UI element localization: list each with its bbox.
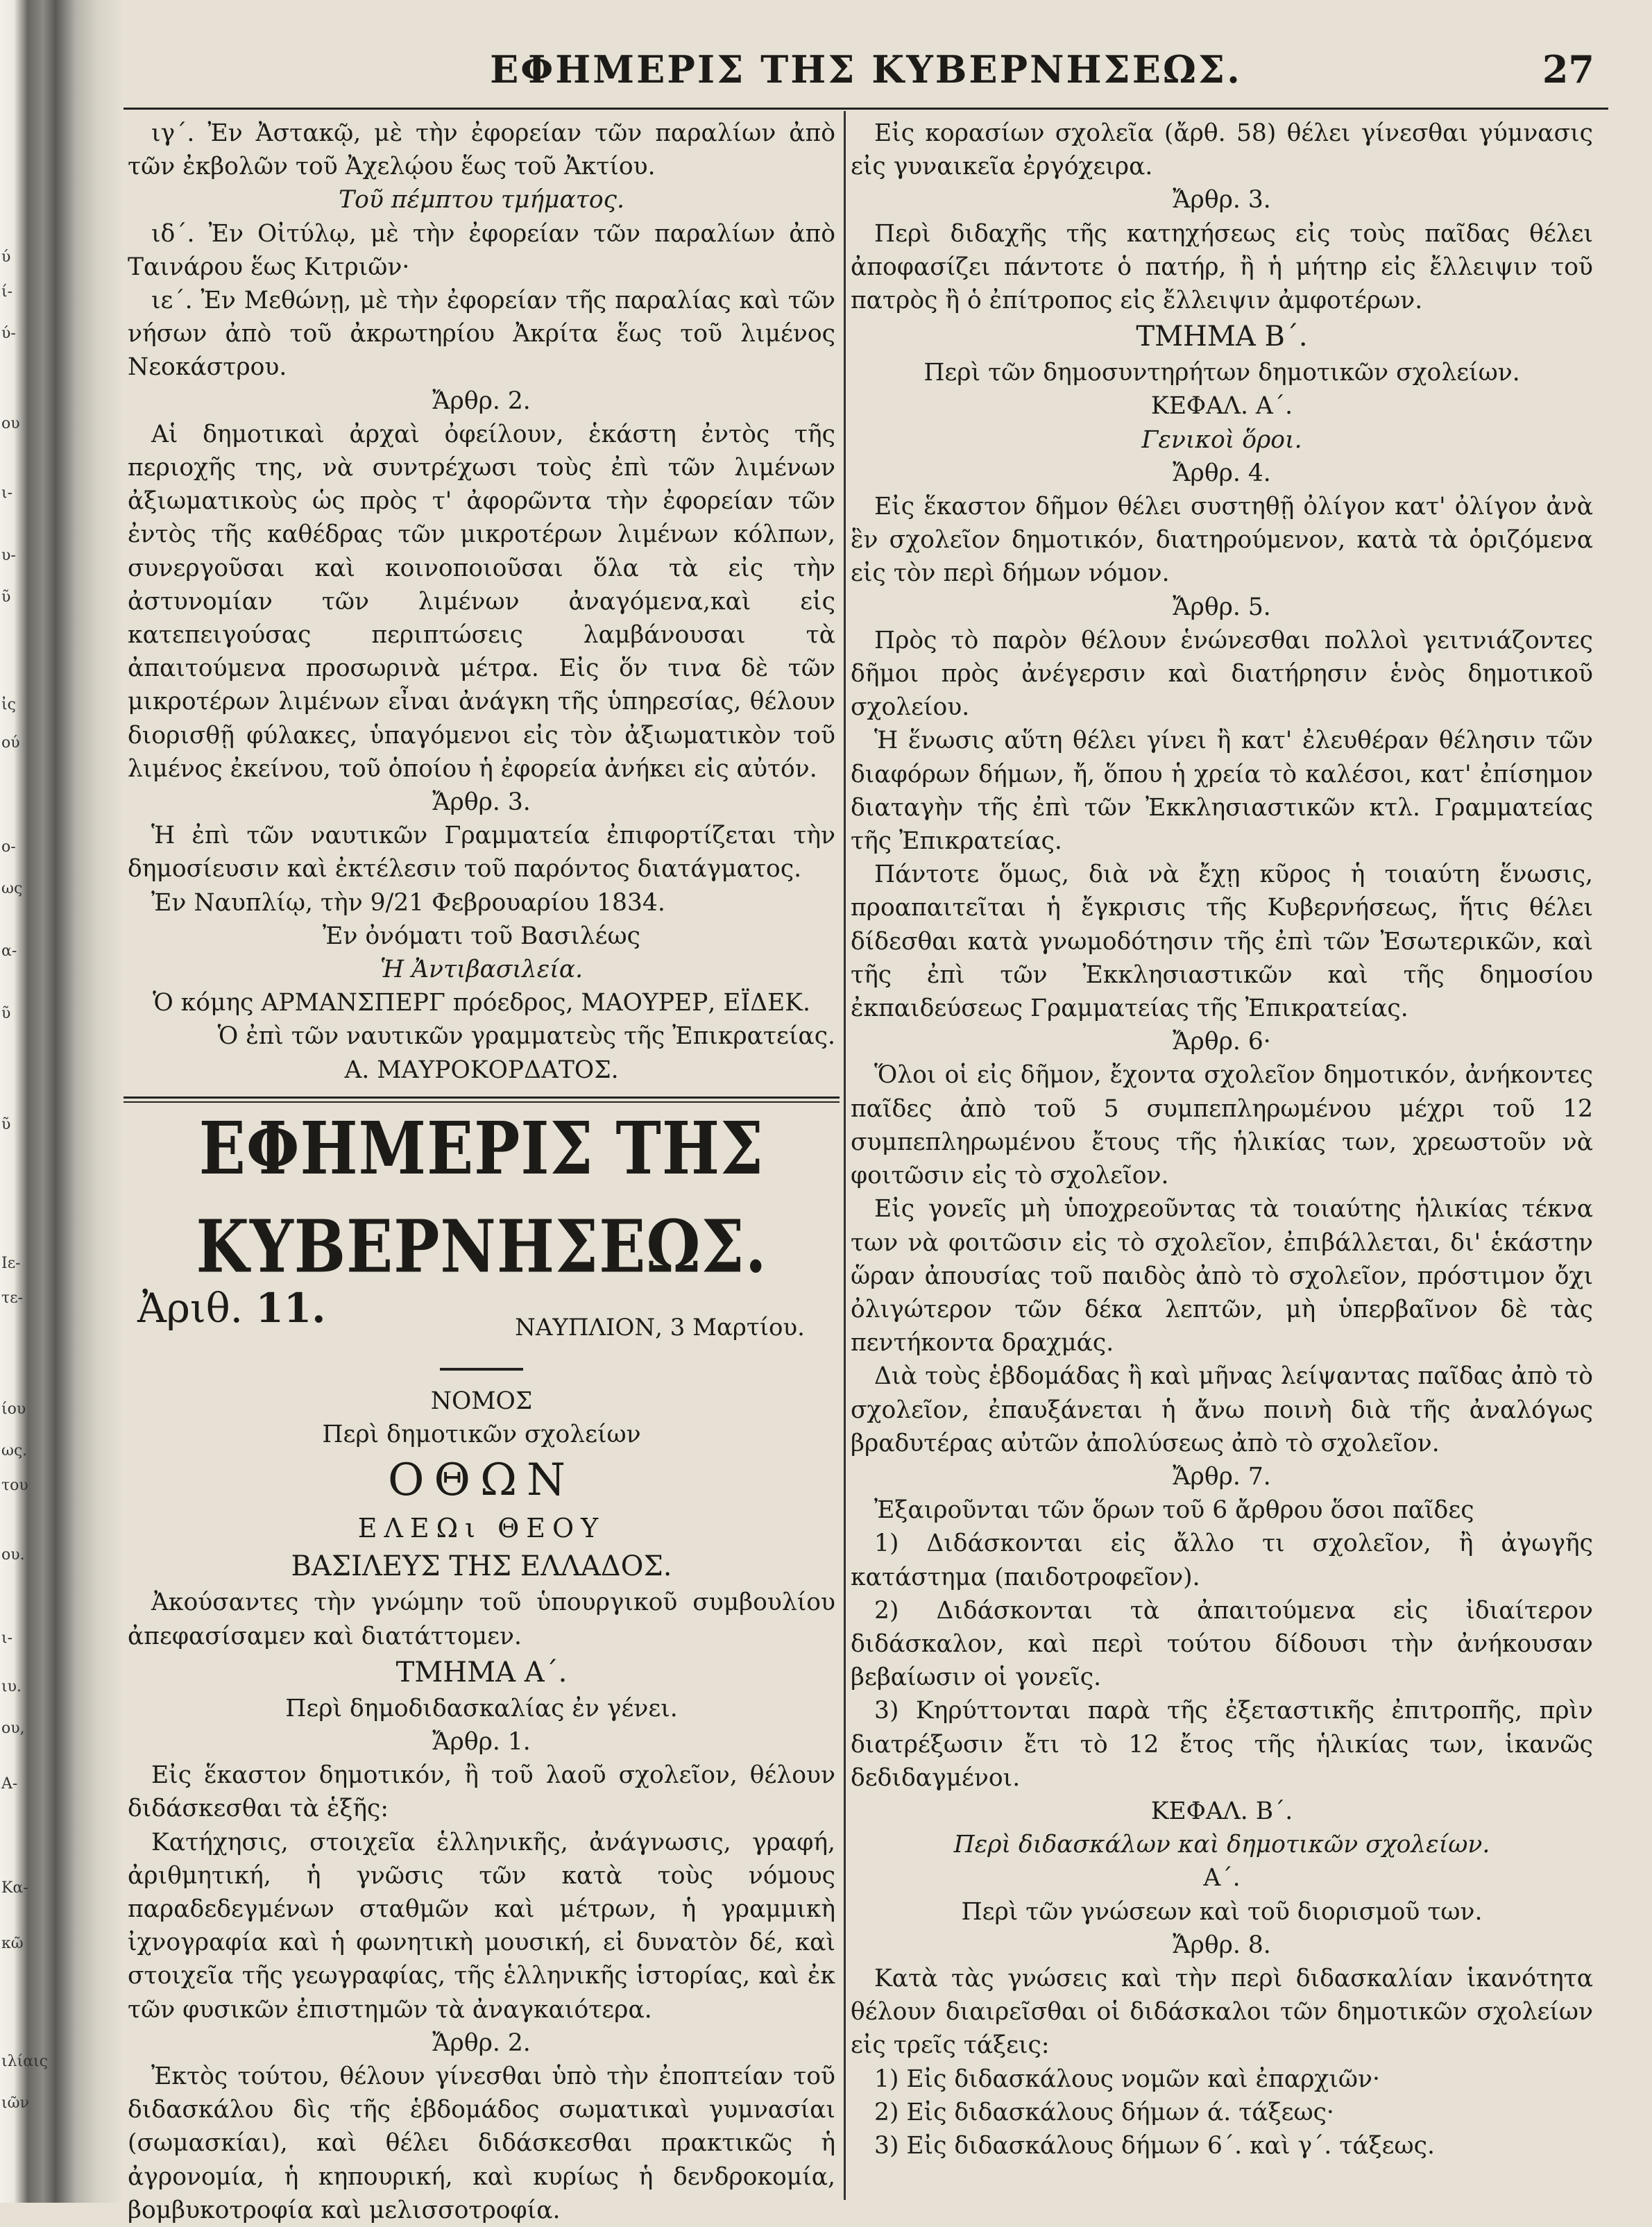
- minister-title: Ὁ ἐπὶ τῶν ναυτικῶν γραμματεὺς τῆς Ἐπικρατείας.: [217, 1022, 835, 1051]
- margin-fragment: Κα-: [1, 1879, 28, 1897]
- margin-fragment: ῦ: [1, 1116, 11, 1133]
- subsection-heading: Α΄.: [1203, 1864, 1241, 1892]
- article-text: Πάντοτε ὅμως, διὰ νὰ ἔχῃ κῦρος ἡ τοιαύτη ἕνωσις, προαπαιτεῖται ἡ ἔγκρισις τῆς Κυβερνήσεως, ἥτις θέλει δίδεσθαι κατὰ γνωμοδότησιν τῆς ἐπὶ τῶν Ἐσωτερικῶν, καὶ τῆς ἐπὶ τῶν Ἐκκλησιαστικῶν καὶ τῆς δημοσίου ἐκπαιδεύσεως Γραμματείας τῆς Ἐπικρατείας.: [851, 861, 1593, 1023]
- paragraph-14: ιδ΄. Ἐν Οἰτύλῳ, μὲ τὴν ἐφορείαν τῶν παραλίων ἀπὸ Ταινάρου ἕως Κιτριῶν·: [128, 219, 835, 281]
- margin-fragment: ως: [1, 880, 23, 897]
- king-name: ΟΘΩΝ: [388, 1455, 575, 1507]
- margin-fragment: του: [1, 1477, 28, 1494]
- margin-fragment: ου: [1, 415, 20, 432]
- list-item: 3) Εἰς διδασκάλους δήμων 6΄. καὶ γ΄. τάξεως.: [874, 2131, 1435, 2160]
- issue-row: [128, 1280, 835, 1357]
- article-text: Περὶ διδαχῆς τῆς κατηχήσεως εἰς τοὺς παῖδας θέλει ἀποφασίζει πάντοτε ὁ πατήρ, ἢ ἡ μήτηρ εἰς ἔλλειψιν τοῦ πατρὸς ἢ ὁ ἐπίτροπος εἰς ἔλλειψιν ἀμφοτέρων.: [851, 219, 1593, 315]
- margin-fragment: τε-: [1, 1289, 24, 1307]
- paragraph-top: Εἰς κορασίων σχολεῖα (ἄρθ. 58) θέλει γίνεσθαι γύμνασις εἰς γυναικεῖα ἐργόχειρα.: [851, 119, 1593, 181]
- article-text: Εἰς γονεῖς μὴ ὑποχρεοῦντας τὰ τοιαύτης ἡλικίας τέκνα των νὰ φοιτῶσιν εἰς τὸ σχολεῖον, ἐπιβάλλεται, δι' ἑκάστην ὥραν ἀπουσίας τοῦ παιδὸς ἀπὸ τὸ σχολεῖον, πρόστιμον ὄχι ὀλιγώτερον τῶν δέκα λεπτῶν, μὴ ὑπερβαῖνον δὲ τὰς πεντήκοντα δραχμάς.: [851, 1195, 1593, 1357]
- place-date: Ἐν Ναυπλίῳ, τὴν 9/21 Φεβρουαρίου 1834.: [151, 888, 665, 917]
- short-rule: [440, 1368, 523, 1371]
- margin-fragment: ί-: [1, 283, 13, 300]
- chapter-heading: ΚΕΦΑΛ. Β΄.: [1150, 1797, 1293, 1825]
- paragraph-13: ιγ΄. Ἐν Ἀστακῷ, μὲ τὴν ἐφορείαν τῶν παραλίων ἀπὸ τῶν ἐκβολῶν τοῦ Ἀχελῴου ἕως τοῦ Ἀκτίου.: [128, 119, 835, 181]
- article-heading: Ἄρθρ. 8.: [1173, 1931, 1271, 1959]
- header-rule: [124, 108, 1608, 110]
- margin-fragment: ῦ: [1, 1005, 11, 1022]
- page-header: [124, 47, 1608, 97]
- column-divider: [844, 111, 846, 2200]
- article-text: Κατήχησις, στοιχεῖα ἑλληνικῆς, ἀνάγνωσις, γραφή, ἀριθμητική, ἡ γνῶσις τῶν κατὰ τοὺς νόμους παραδεδεγμένων σταθμῶν καὶ μέτρων, ἡ γραμμικὴ ἰχνογραφία καὶ ἡ φωνητικὴ μουσική, εἰ δυνατὸν δέ, καὶ στοιχεῖα τῆς γεωγραφίας, τῆς ἑλληνικῆς ἱστορίας, καὶ ἐκ τῶν φυσικῶν ἐπιστημῶν τὰ ἀναγκαιότερα.: [128, 1828, 835, 2024]
- article-heading: Ἄρθρ. 1.: [432, 1727, 531, 1756]
- article-heading: Ἄρθρ. 3.: [1173, 186, 1271, 214]
- margin-fragment: ιλίαις: [1, 2053, 48, 2070]
- margin-fragment: ιῶν: [1, 2094, 29, 2112]
- margin-fragment: ο-: [1, 838, 16, 856]
- article-text: Ἐκτὸς τούτου, θέλουν γίνεσθαι ὑπὸ τὴν ἐποπτείαν τοῦ διδασκάλου δὶς τῆς ἑβδομάδος σωματικαὶ γυμνασίαι (σωμασκίαι), καὶ θέλει διδάσκεσθαι πρακτικῶς ἡ ἀγρονομία, ἡ κηπουρική, καὶ κυρίως ἡ δενδροκομία, βομβυκοτροφία καὶ μελισσοτροφία.: [128, 2062, 835, 2224]
- margin-fragment: ι-: [1, 484, 13, 502]
- running-title: ΕΦΗΜΕΡΙΣ ΤΗΣ ΚΥΒΕΡΝΗΣΕΩΣ.: [490, 47, 1242, 92]
- issue-value: 11.: [255, 1284, 326, 1332]
- article-text: Πρὸς τὸ παρὸν θέλουν ἑνώνεσθαι πολλοὶ γειτνιάζοντες δῆμοι πρὸς ἀνέγερσιν καὶ διατήρησιν ἑνὸς δημοτικοῦ σχολείου.: [851, 626, 1593, 722]
- article-text: Διὰ τοὺς ἑβδομάδας ἢ καὶ μῆνας λείψαντας παῖδας ἀπὸ τὸ σχολεῖον, ἐπαυξάνεται ἡ ἄνω ποινὴ διὰ τῆς ἀναλόγως βραδυτέρας αὐτῶν ἀπολύσεως ἀπὸ τὸ σχολεῖον.: [851, 1362, 1593, 1457]
- margin-fragment: ἰς: [1, 696, 16, 713]
- section-title: Περὶ τῶν δημοσυντηρήτων δημοτικῶν σχολείων.: [923, 359, 1520, 387]
- chapter-heading: ΚΕΦΑΛ. Α΄.: [1150, 392, 1293, 421]
- section-title: Περὶ δημοδιδασκαλίας ἐν γένει.: [285, 1694, 678, 1722]
- margin-fragment: ύ: [1, 248, 11, 266]
- article-text: Ὅλοι οἱ εἰς δῆμον, ἔχοντα σχολεῖον δημοτικόν, ἀνήκοντες παῖδες ἀπὸ τοῦ 5 συμπεπληρωμένου μέχρι τοῦ 12 συμπεπληρωμένου ἔτους τῆς ἡλικίας των, χρεωστοῦν νὰ φοιτῶσιν εἰς τὸ σχολεῖον.: [851, 1061, 1593, 1190]
- paragraph-15: ιε΄. Ἐν Μεθώνῃ, μὲ τὴν ἐφορείαν τῆς παραλίας καὶ τῶν νήσων ἀπὸ τοῦ ἀκρωτηρίου Ἀκρίτα ἕως τοῦ λιμένος Νεοκάστρου.: [128, 287, 835, 382]
- margin-fragment: ιυ.: [1, 1678, 22, 1695]
- law-heading: ΝΟΜΟΣ: [430, 1387, 533, 1415]
- list-item: 3) Κηρύττονται παρὰ τῆς ἐξεταστικῆς ἐπιτροπῆς, πρὶν διατρέξωσιν ἔτι τὸ 12 ἔτος τῆς ἡλικίας των, ἱκανῶς δεδιδαγμένοι.: [851, 1697, 1593, 1792]
- margin-fragment: ως.: [1, 1442, 28, 1459]
- page-number: 27: [1542, 47, 1594, 92]
- margin-fragment: κῶ: [1, 1935, 24, 1952]
- subsection-title: Περὶ τῶν γνώσεων καὶ τοῦ διορισμοῦ των.: [961, 1897, 1483, 1926]
- margin-fragment: ῦ: [1, 588, 11, 606]
- article-heading: Ἄρθρ. 4.: [1173, 459, 1271, 487]
- article-text: Εἰς ἕκαστον δῆμον θέλει συστηθῇ ὀλίγον κατ' ὀλίγον ἀνὰ ἓν σχολεῖον δημοτικόν, διατηρούμενον, κατὰ τὰ ὁριζόμενα εἰς τὸν περὶ δήμων νόμον.: [851, 493, 1593, 588]
- margin-fragment: ου,: [1, 1720, 25, 1737]
- issue-number: [137, 1280, 325, 1336]
- article-heading: Ἄρθρ. 3.: [432, 788, 531, 817]
- margin-fragment: ού: [1, 734, 20, 752]
- margin-fragment: ι-: [1, 1629, 13, 1647]
- article-heading: Ἄρθρ. 6·: [1173, 1028, 1271, 1056]
- facing-page-margin-fragments: [0, 0, 48, 2203]
- in-name-of-king: Ἐν ὀνόματι τοῦ Βασιλέως: [323, 922, 640, 950]
- list-item: 1) Διδάσκονται εἰς ἄλλο τι σχολεῖον, ἢ ἀγωγῆς κατάστημα (παιδοτροφεῖον).: [851, 1530, 1593, 1591]
- list-item: 1) Εἰς διδασκάλους νομῶν καὶ ἐπαρχιῶν·: [874, 2065, 1380, 2093]
- king-title: ΒΑΣΙΛΕΥΣ ΤΗΣ ΕΛΛΑΔΟΣ.: [291, 1550, 672, 1583]
- article-heading: Ἄρθρ. 2.: [432, 387, 531, 415]
- article-text: Ἡ ἕνωσις αὕτη θέλει γίνει ἢ κατ' ἐλευθέραν θέλησιν τῶν διαφόρων δήμων, ἤ, ὅπου ἡ χρεία τὸ καλέσοι, κατ' ἐπίσημον διαταγὴν τῆς ἐπὶ τῶν Ἐκκλησιαστικῶν κτλ. Γραμματείας τῆς Ἐπικρατείας.: [851, 727, 1593, 856]
- margin-fragment: ίου: [1, 1400, 26, 1418]
- issue-label: Ἀριθ.: [137, 1284, 244, 1332]
- margin-fragment: ύ-: [1, 325, 16, 342]
- article-heading: Ἄρθρ. 7.: [1173, 1462, 1271, 1491]
- article-text: Ἐξαιροῦνται τῶν ὅρων τοῦ 6 ἄρθρου ὅσοι παῖδες: [874, 1496, 1474, 1525]
- law-subject: Περὶ δημοτικῶν σχολείων: [322, 1421, 641, 1449]
- minister-name: Α. ΜΑΥΡΟΚΟΡΔΑΤΟΣ.: [344, 1056, 619, 1084]
- chapter-title: Περὶ διδασκάλων καὶ δημοτικῶν σχολείων.: [953, 1831, 1490, 1859]
- margin-fragment: Ιε-: [1, 1255, 21, 1272]
- left-column: [128, 117, 835, 2227]
- article-text: Κατὰ τὰς γνώσεις καὶ τὴν περὶ διδασκαλίαν ἱκανότητα θέλουν διαιρεῖσθαι οἱ διδάσκαλοι τῶν δημοτικῶν σχολείων εἰς τρεῖς τάξεις:: [851, 1964, 1593, 2060]
- article-text: Ἡ ἐπὶ τῶν ναυτικῶν Γραμματεία ἐπιφορτίζεται τὴν δημοσίευσιν καὶ ἐκτέλεσιν τοῦ παρόντος διατάγματος.: [128, 822, 835, 883]
- margin-fragment: ου.: [1, 1546, 25, 1564]
- list-item: 2) Διδάσκονται τὰ ἀπαιτούμενα εἰς ἰδιαίτερον διδάσκαλον, καὶ περὶ τούτου δίδουσι τὴν ἀνήκουσαν βεβαίωσιν οἱ γονεῖς.: [851, 1596, 1593, 1692]
- right-column: [851, 117, 1593, 2162]
- article-heading: Ἄρθρ. 5.: [1173, 593, 1271, 621]
- dateline: ΝΑΥΠΛΙΟΝ, 3 Μαρτίου.: [515, 1313, 805, 1341]
- article-text: Εἰς ἕκαστον δημοτικόν, ἢ τοῦ λαοῦ σχολεῖον, θέλουν διδάσκεσθαι τὰ ἑξῆς:: [128, 1761, 835, 1823]
- article-heading: Ἄρθρ. 2.: [432, 2029, 531, 2057]
- preamble: Ἀκούσαντες τὴν γνώμην τοῦ ὑπουργικοῦ συμβουλίου ἀπεφασίσαμεν καὶ διατάττομεν.: [128, 1589, 835, 1650]
- regency: Ἡ Ἀντιβασιλεία.: [380, 956, 584, 984]
- masthead: ΕΦΗΜΕΡΙΣ ΤΗΣ ΚΥΒΕΡΝΗΣΕΩΣ.: [196, 1105, 767, 1289]
- by-grace-of-god: ΕΛΕΩι ΘΕΟΥ: [357, 1513, 606, 1544]
- signers: Ὁ κόμης ΑΡΜΑΝΣΠΕΡΓ πρόεδρος, ΜΑΟΥΡΕΡ, ΕΪΔΕΚ.: [153, 989, 810, 1017]
- section-heading: ΤΜΗΜΑ Β΄.: [1136, 321, 1308, 353]
- margin-fragment: α-: [1, 942, 17, 960]
- margin-fragment: Α-: [1, 1775, 18, 1793]
- section-heading: ΤΜΗΜΑ Α΄.: [395, 1656, 568, 1688]
- section-heading-5: Τοῦ πέμπτου τμήματος.: [339, 186, 624, 214]
- list-item: 2) Εἰς διδασκάλους δήμων ά. τάξεως·: [874, 2098, 1334, 2126]
- article-text: Αἱ δημοτικαὶ ἀρχαὶ ὀφείλουν, ἑκάστη ἐντὸς τῆς περιοχῆς της, νὰ συντρέχωσι τοὺς ἐπὶ τῶν λιμένων ἀξιωματικοὺς ὡς πρὸς τ' ἀφορῶντα τὴν ἐφορείαν τῶν ἐντὸς τῆς καθέδρας τῶν μικροτέρων λιμένων κόλπων, συνεργοῦσαι καὶ κοινοποιοῦσαι ὅλα τὰ εἰς τὴν ἀστυνομίαν τῶν λιμένων ἀναγόμενα,καὶ εἰς κατεπειγούσας περιπτώσεις λαμβάνουσαι τὰ ἀπαιτούμενα προσωρινὰ μέτρα. Εἰς ὅν τινα δὲ τῶν μικροτέρων λιμένων εἶναι ἀνάγκη τῆς ὑπηρεσίας, θέλουν διορισθῇ φύλακες, ὑπαγόμενοι εἰς τὸν ἀξιωματικὸν τοῦ λιμένος ἐκείνου, τοῦ ὁποίου ἡ ἐφορεία ἀνήκει εἰς αὐτόν.: [128, 420, 835, 783]
- chapter-title: Γενικοὶ ὅροι.: [1141, 425, 1302, 454]
- margin-fragment: υ-: [1, 547, 16, 564]
